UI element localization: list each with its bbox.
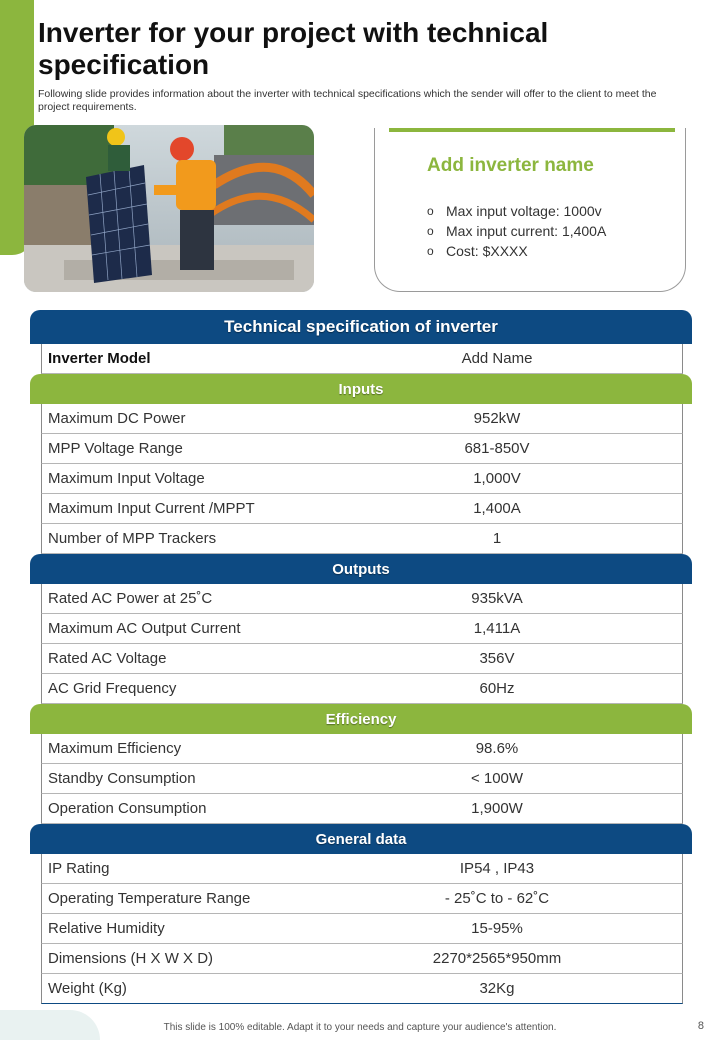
table-row: Dimensions (H X W X D) 2270*2565*950mm: [41, 944, 683, 974]
page-number: 8: [697, 1020, 704, 1032]
spec-table: [30, 310, 692, 1004]
inverter-info-card: [374, 128, 686, 292]
table-row: Rated AC Power at 25˚C 935kVA: [41, 584, 683, 614]
table-row: Maximum Input Voltage 1,000V: [41, 464, 683, 494]
table-row: Rated AC Voltage 356V: [41, 644, 683, 674]
table-row: MPP Voltage Range 681-850V: [41, 434, 683, 464]
list-item: o Cost: $XXXX: [427, 243, 528, 259]
section-heading-inputs: Inputs: [30, 374, 692, 404]
table-row: AC Grid Frequency 60Hz: [41, 674, 683, 704]
table-row: Standby Consumption < 100W: [41, 764, 683, 794]
card-bullet-list: [427, 201, 606, 261]
table-row: IP Rating IP54 , IP43: [41, 854, 683, 884]
page-title: Inverter for your project with technical specification: [38, 17, 549, 80]
circle-bullet-icon: o: [427, 204, 434, 218]
spec-table-title: Technical specification of inverter: [30, 310, 692, 344]
section-heading-efficiency: Efficiency: [30, 704, 692, 734]
table-row: Maximum DC Power 952kW: [41, 404, 683, 434]
table-row: Operating Temperature Range - 25˚C to - 62˚C: [41, 884, 683, 914]
section-heading-general-data: General data: [30, 824, 692, 854]
page-subtitle: Following slide provides information about the inverter with technical specifications which the sender will offer to the client to meet the project requirements.: [38, 88, 657, 113]
table-row: Maximum AC Output Current 1,411A: [41, 614, 683, 644]
list-item: o Max input voltage: 1000v: [427, 203, 602, 219]
list-item: o Max input current: 1,400A: [427, 223, 607, 239]
card-accent-line: [389, 128, 675, 132]
circle-bullet-icon: o: [427, 224, 434, 238]
footer-note: This slide is 100% editable. Adapt it to your needs and capture your audience's attention.: [163, 1022, 557, 1033]
section-heading-outputs: Outputs: [30, 554, 692, 584]
table-row: Maximum Input Current /MPPT 1,400A: [41, 494, 683, 524]
table-row: Operation Consumption 1,900W: [41, 794, 683, 824]
table-row: Relative Humidity 15-95%: [41, 914, 683, 944]
table-row: Number of MPP Trackers 1: [41, 524, 683, 554]
workers-solar-panel-photo: [24, 125, 314, 292]
circle-bullet-icon: o: [427, 244, 434, 258]
card-title: Add inverter name: [427, 155, 594, 176]
table-row: Maximum Efficiency 98.6%: [41, 734, 683, 764]
table-row: Weight (Kg) 32Kg: [41, 974, 683, 1004]
table-row: Inverter Model Add Name: [41, 344, 683, 374]
